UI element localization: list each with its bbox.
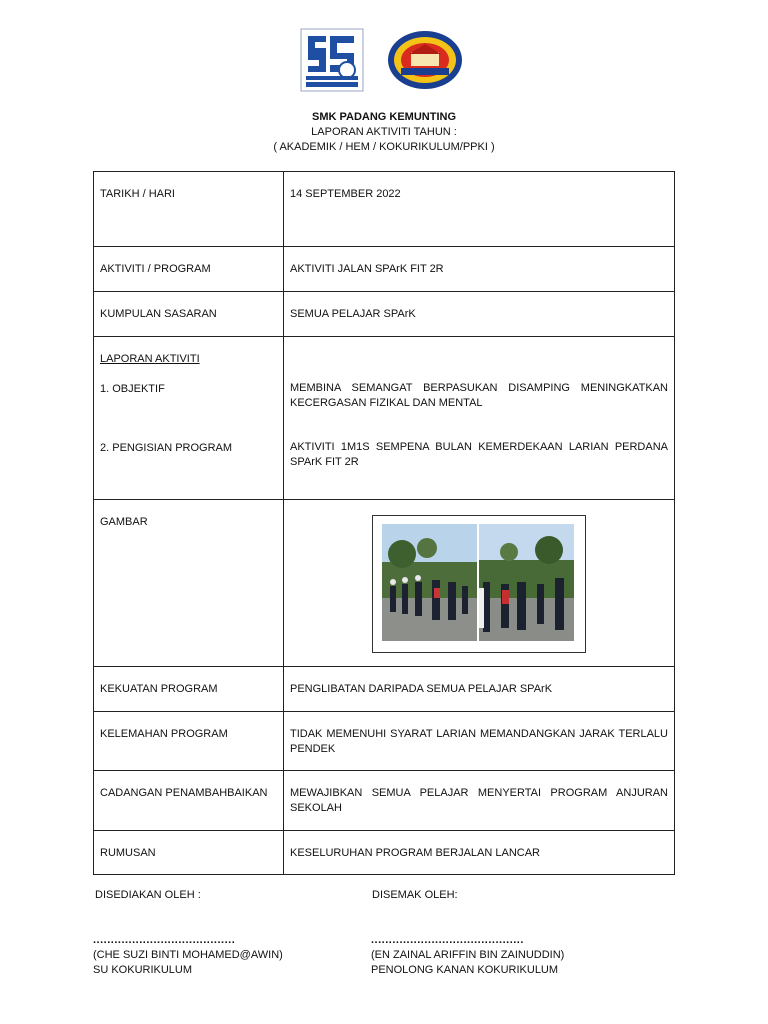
row-weakness: [94, 712, 675, 771]
value-content: AKTIVITI 1M1S SEMPENA BULAN KEMERDEKAAN LARIAN PERDANA SPArK FIT 2R: [290, 441, 668, 468]
row-date: [94, 172, 675, 247]
report-table: [93, 171, 675, 875]
label-objective: 1. OBJEKTIF: [100, 383, 165, 395]
checked-by-label: DISEMAK OLEH:: [372, 889, 458, 901]
row-activity: [94, 247, 675, 292]
row-target: [94, 292, 675, 337]
checked-signature-block: [371, 933, 564, 978]
checked-name: (EN ZAINAL ARIFFIN BIN ZAINUDDIN): [371, 949, 565, 961]
checked-role: PENOLONG KANAN KOKURIKULUM: [371, 964, 559, 976]
value-weakness: TIDAK MEMENUHI SYARAT LARIAN MEMANDANGKAN JARAK TERLALU PENDEK: [284, 712, 675, 771]
prepared-role: SU KOKURIKULUM: [93, 964, 193, 976]
checked-signature-line: ...........................................: [371, 934, 524, 946]
value-summary: KESELURUHAN PROGRAM BERJALAN LANCAR: [284, 831, 675, 875]
label-strength: KEKUATAN PROGRAM: [94, 667, 284, 712]
label-weakness: KELEMAHAN PROGRAM: [94, 712, 284, 771]
row-suggestion: [94, 771, 675, 831]
label-target: KUMPULAN SASARAN: [94, 292, 284, 337]
label-report: LAPORAN AKTIVITI: [100, 353, 200, 365]
row-summary: [94, 831, 675, 875]
prepared-name: (CHE SUZI BINTI MOHAMED@AWIN): [93, 949, 283, 961]
label-report-cell: [94, 337, 284, 500]
value-report-cell: [284, 337, 675, 500]
label-picture: GAMBAR: [94, 500, 284, 667]
activity-photo: [479, 524, 574, 641]
school-name: SMK PADANG KEMUNTING: [311, 111, 456, 123]
label-activity: AKTIVITI / PROGRAM: [94, 247, 284, 292]
activity-photo: [382, 524, 477, 641]
row-report: [94, 337, 675, 500]
report-title: LAPORAN AKTIVITI TAHUN :: [311, 126, 457, 138]
value-suggestion: MEWAJIBKAN SEMUA PELAJAR MENYERTAI PROGRAM ANJURAN SEKOLAH: [284, 771, 675, 831]
label-content: 2. PENGISIAN PROGRAM: [100, 442, 233, 454]
report-categories: ( AKADEMIK / HEM / KOKURIKULUM/PPKI ): [273, 141, 495, 153]
logo-bar: [0, 28, 768, 94]
prepared-signature-line: ........................................: [93, 934, 236, 946]
row-picture: [94, 500, 675, 667]
value-objective: MEMBINA SEMANGAT BERPASUKAN DISAMPING MENINGKATKAN KECERGASAN FIZIKAL DAN MENTAL: [290, 382, 668, 409]
school-crest: [387, 30, 463, 90]
label-summary: RUMUSAN: [94, 831, 284, 875]
value-date: 14 SEPTEMBER 2022: [284, 172, 675, 247]
sekolah-logo: [300, 28, 364, 92]
photo-frame: [372, 515, 586, 653]
row-strength: [94, 667, 675, 712]
label-suggestion: CADANGAN PENAMBAHBAIKAN: [94, 771, 284, 831]
prepared-by-label: DISEDIAKAN OLEH :: [95, 889, 201, 901]
value-target: SEMUA PELAJAR SPArK: [284, 292, 675, 337]
value-activity: AKTIVITI JALAN SPArK FIT 2R: [284, 247, 675, 292]
value-picture: [284, 500, 675, 667]
value-strength: PENGLIBATAN DARIPADA SEMUA PELAJAR SPArK: [284, 667, 675, 712]
prepared-signature-block: [93, 933, 283, 978]
label-date: TARIKH / HARI: [94, 172, 284, 247]
